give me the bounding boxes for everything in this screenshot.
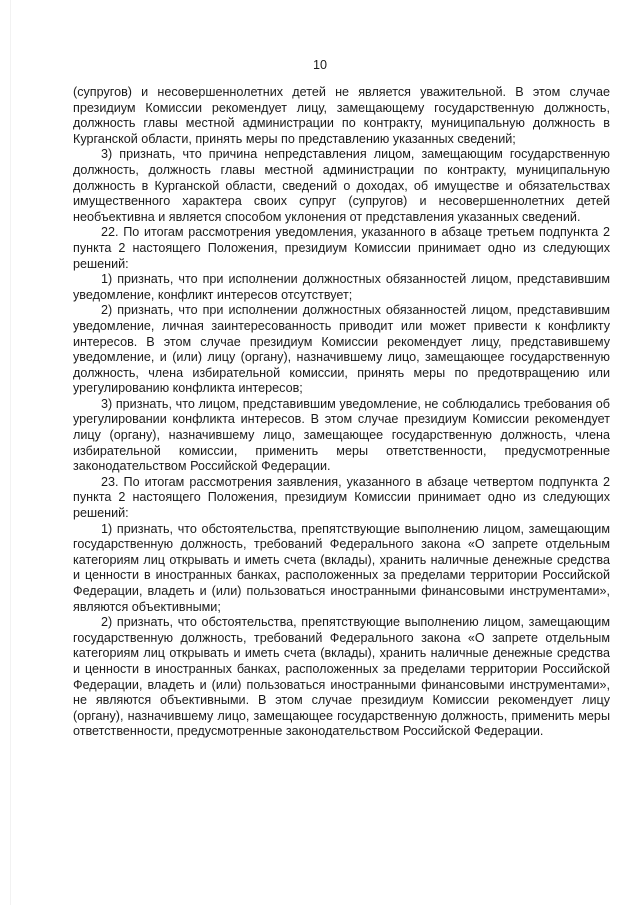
paragraph-item-1: 1) признать, что обстоятельства, препятствующие выполнению лицом, замещающим государственную должность, требований Федерального закона «О запрете отдельным категориям лиц открывать и иметь счета (вклады), хранить наличные денежные средства и ценности в иностранных банках, расположенных за пределами территории Российской Федерации, владеть и (или) пользоваться иностранными финансовыми инструментами», являются объективными; xyxy=(73,521,610,614)
document-body xyxy=(73,85,610,740)
paragraph-section-22: 22. По итогам рассмотрения уведомления, указанного в абзаце третьем подпункта 2 пункта 2 настоящего Положения, президиум Комиссии принимает одно из следующих решений: xyxy=(73,225,610,271)
paragraph-item-3: 3) признать, что причина непредставления лицом, замещающим государственную должность, должность главы местной администрации по контракту, муниципальную должность в Курганской области, сведений о доходах, об имуществе и обязательствах имущественного характера своих супруг (супругов) и несовершеннолетних детей необъективна и является способом уклонения от представления указанных сведений. xyxy=(73,147,610,224)
paragraph-item-2: 2) признать, что при исполнении должностных обязанностей лицом, представившим уведомление, личная заинтересованность приводит или может привести к конфликту интересов. В этом случае президиум Комиссии рекомендует лицу, представившему уведомление, и (или) лицу (органу), назначившему лицо, замещающее государственную должность, члена избирательной комиссии, принять меры по предотвращению или урегулированию конфликта интересов; xyxy=(73,303,610,396)
paragraph-item-1: 1) признать, что при исполнении должностных обязанностей лицом, представившим уведомление, конфликт интересов отсутствует; xyxy=(73,272,610,302)
paragraph-continuation: (супругов) и несовершеннолетних детей не является уважительной. В этом случае президиум Комиссии рекомендует лицу, замещающему государственную должность, должность главы местной администрации по контракту, муниципальную должность в Курганской области, принять меры по представлению указанных сведений; xyxy=(73,85,610,146)
paragraph-item-2: 2) признать, что обстоятельства, препятствующие выполнению лицом, замещающим государственную должность, требований Федерального закона «О запрете отдельным категориям лиц открывать и иметь счета (вклады), хранить наличные денежные средства и ценности в иностранных банках, расположенных за пределами территории Российской Федерации, владеть и (или) пользоваться иностранными финансовыми инструментами», не являются объективными. В этом случае президиум Комиссии рекомендует лицу (органу), назначившему лицо, замещающее государственную должность, применить меры ответственности, предусмотренные законодательством Российской Федерации. xyxy=(73,615,610,739)
paragraph-item-3: 3) признать, что лицом, представившим уведомление, не соблюдались требования об урегулировании конфликта интересов. В этом случае президиум Комиссии рекомендует лицу (органу), назначившему лицо, замещающее государственную должность, члена избирательной комиссии, применить меры ответственности, предусмотренные законодательством Российской Федерации. xyxy=(73,396,610,474)
page-number: 10 xyxy=(312,58,327,72)
paragraph-section-23: 23. По итогам рассмотрения заявления, указанного в абзаце четвертом подпункта 2 пункта 2 настоящего Положения, президиум Комиссии принимает одно из следующих решений: xyxy=(73,474,610,521)
scan-edge-line xyxy=(10,0,11,905)
